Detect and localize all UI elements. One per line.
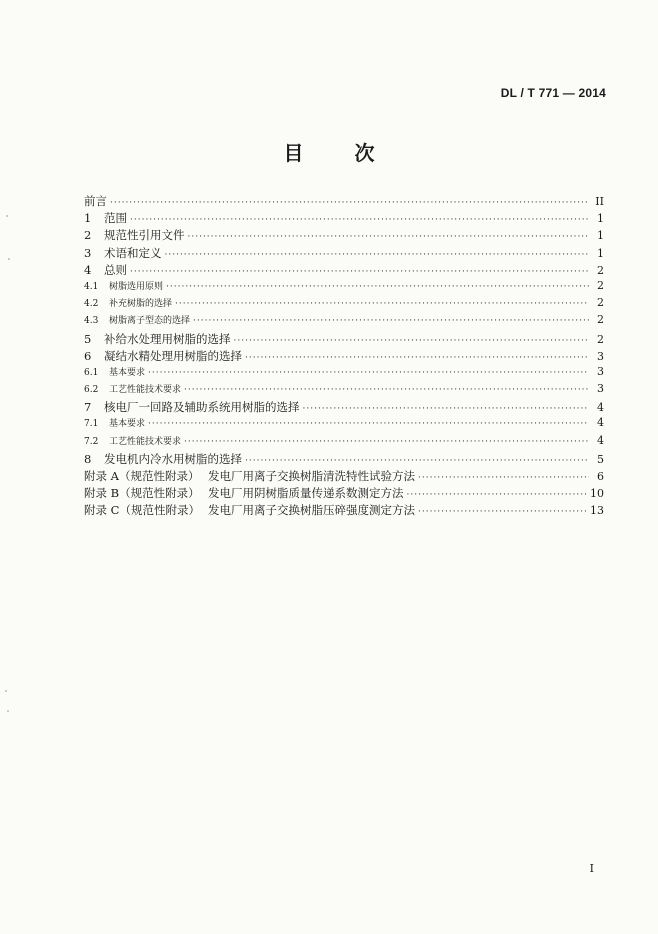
- toc-entry-title: 补给水处理用树脂的选择: [104, 331, 231, 346]
- toc-entry-title: 工艺性能技术要求: [109, 436, 182, 447]
- dot-leader: [407, 490, 588, 500]
- toc-entry-title: 树脂选用原则: [109, 281, 164, 292]
- scan-speck: [7, 710, 9, 712]
- toc-entry-number: 7.2: [84, 436, 99, 447]
- dot-leader: [130, 267, 589, 277]
- toc-entry-title: 核电厂一回路及辅助系统用树脂的选择: [104, 400, 300, 415]
- toc-entry[interactable]: [84, 210, 604, 227]
- dot-leader: [303, 404, 590, 414]
- toc-entry-number: 6.1: [84, 367, 99, 378]
- toc-entry-number: 2: [84, 228, 92, 243]
- toc-entry[interactable]: [84, 434, 604, 451]
- toc-entry-number: 4.3: [84, 316, 99, 327]
- toc-entry-page: 6: [597, 470, 604, 483]
- toc-entry-page: II: [595, 195, 604, 208]
- toc-entry-title: 术语和定义: [104, 245, 162, 260]
- toc-entry[interactable]: [84, 331, 604, 348]
- toc-entry-page: 5: [597, 452, 604, 466]
- dot-leader: [165, 250, 590, 260]
- toc-entry-page: 3: [597, 382, 604, 396]
- toc-entry-number: 3: [84, 245, 92, 260]
- page-number: I: [589, 862, 594, 875]
- toc-entry-appendix-label: 附录 B（规范性附录）: [84, 486, 200, 501]
- toc-entry-title: 凝结水精处理用树脂的选择: [104, 348, 242, 363]
- toc-entry-page: 3: [597, 364, 604, 378]
- toc-entry-number: 7: [84, 400, 92, 415]
- toc-entry-page: 3: [597, 349, 604, 363]
- toc-entry-page: 13: [590, 504, 604, 518]
- toc-entry-title: 规范性引用文件: [104, 228, 185, 243]
- toc-entry[interactable]: [84, 279, 604, 296]
- standard-code: DL / T 771 — 2014: [500, 86, 606, 100]
- toc-title: 目 次: [283, 141, 397, 165]
- toc-entry-title: 前言: [84, 194, 107, 208]
- toc-entry-number: 6: [84, 348, 92, 363]
- toc-entry-page: 2: [597, 332, 604, 346]
- toc-entry-number: 1: [84, 211, 92, 226]
- dot-leader: [418, 473, 589, 483]
- toc-entry[interactable]: [84, 365, 604, 382]
- toc-entry-page: 2: [597, 278, 604, 292]
- table-of-contents: [84, 193, 604, 520]
- dot-leader: [418, 507, 587, 517]
- toc-entry-page: 4: [597, 433, 604, 447]
- toc-entry-appendix-label: 附录 A（规范性附录）: [84, 469, 200, 483]
- toc-entry-page: 1: [597, 212, 604, 226]
- dot-leader: [234, 336, 590, 346]
- toc-entry-title: 发电厂用阴树脂质量传递系数测定方法: [208, 486, 404, 501]
- toc-entry-number: 7.1: [84, 419, 99, 430]
- toc-entry[interactable]: [84, 348, 604, 365]
- dot-leader: [245, 353, 589, 363]
- dot-leader: [184, 385, 589, 395]
- toc-entry-number: 4: [84, 262, 92, 277]
- dot-leader: [193, 316, 589, 326]
- toc-entry-title: 树脂离子型态的选择: [109, 316, 191, 327]
- toc-entry-title: 发电厂用离子交换树脂清洗特性试验方法: [208, 469, 415, 483]
- scan-speck: [6, 215, 8, 217]
- toc-entry[interactable]: [84, 193, 604, 210]
- toc-entry-number: 6.2: [84, 385, 99, 396]
- toc-entry-title: 基本要求: [109, 367, 146, 378]
- toc-entry-page: 1: [597, 246, 604, 260]
- dot-leader: [245, 456, 589, 466]
- toc-entry-title: 基本要求: [109, 419, 146, 430]
- toc-entry[interactable]: [84, 468, 604, 485]
- dot-leader: [148, 368, 589, 378]
- toc-entry-number: 4.1: [84, 281, 99, 292]
- toc-entry[interactable]: [84, 399, 604, 416]
- toc-entry-number: 5: [84, 331, 92, 346]
- scan-speck: [8, 258, 10, 260]
- toc-entry-title: 发电厂用离子交换树脂压碎强度测定方法: [208, 503, 415, 518]
- toc-entry-title: 补充树脂的选择: [109, 299, 173, 310]
- dot-leader: [166, 282, 589, 292]
- toc-entry-title: 发电机内冷水用树脂的选择: [104, 451, 242, 466]
- toc-entry-appendix-label: 附录 C（规范性附录）: [84, 503, 200, 518]
- toc-entry[interactable]: [84, 485, 604, 502]
- toc-entry-page: 2: [597, 313, 604, 327]
- toc-entry-page: 4: [597, 416, 604, 430]
- toc-entry-number: 4.2: [84, 299, 99, 310]
- dot-leader: [130, 215, 589, 225]
- toc-entry[interactable]: [84, 451, 604, 468]
- toc-entry-title: 范围: [104, 211, 127, 226]
- toc-entry-page: 1: [597, 229, 604, 243]
- toc-entry[interactable]: [84, 416, 604, 433]
- toc-entry-page: 4: [597, 401, 604, 415]
- dot-leader: [110, 198, 589, 208]
- dot-leader: [188, 232, 590, 242]
- toc-entry[interactable]: [84, 296, 604, 313]
- toc-entry-number: 8: [84, 451, 92, 466]
- toc-entry-page: 2: [597, 296, 604, 310]
- toc-entry[interactable]: [84, 313, 604, 330]
- dot-leader: [175, 299, 589, 309]
- toc-entry[interactable]: [84, 245, 604, 262]
- toc-entry-page: 10: [590, 487, 604, 501]
- toc-entry[interactable]: [84, 262, 604, 279]
- dot-leader: [184, 437, 589, 447]
- toc-entry[interactable]: [84, 227, 604, 244]
- scan-speck: [5, 690, 7, 692]
- toc-entry-title: 总则: [104, 262, 127, 277]
- toc-entry-title: 工艺性能技术要求: [109, 385, 182, 396]
- dot-leader: [148, 419, 589, 429]
- toc-entry-page: 2: [597, 263, 604, 277]
- toc-entry[interactable]: [84, 502, 604, 519]
- toc-entry[interactable]: [84, 382, 604, 399]
